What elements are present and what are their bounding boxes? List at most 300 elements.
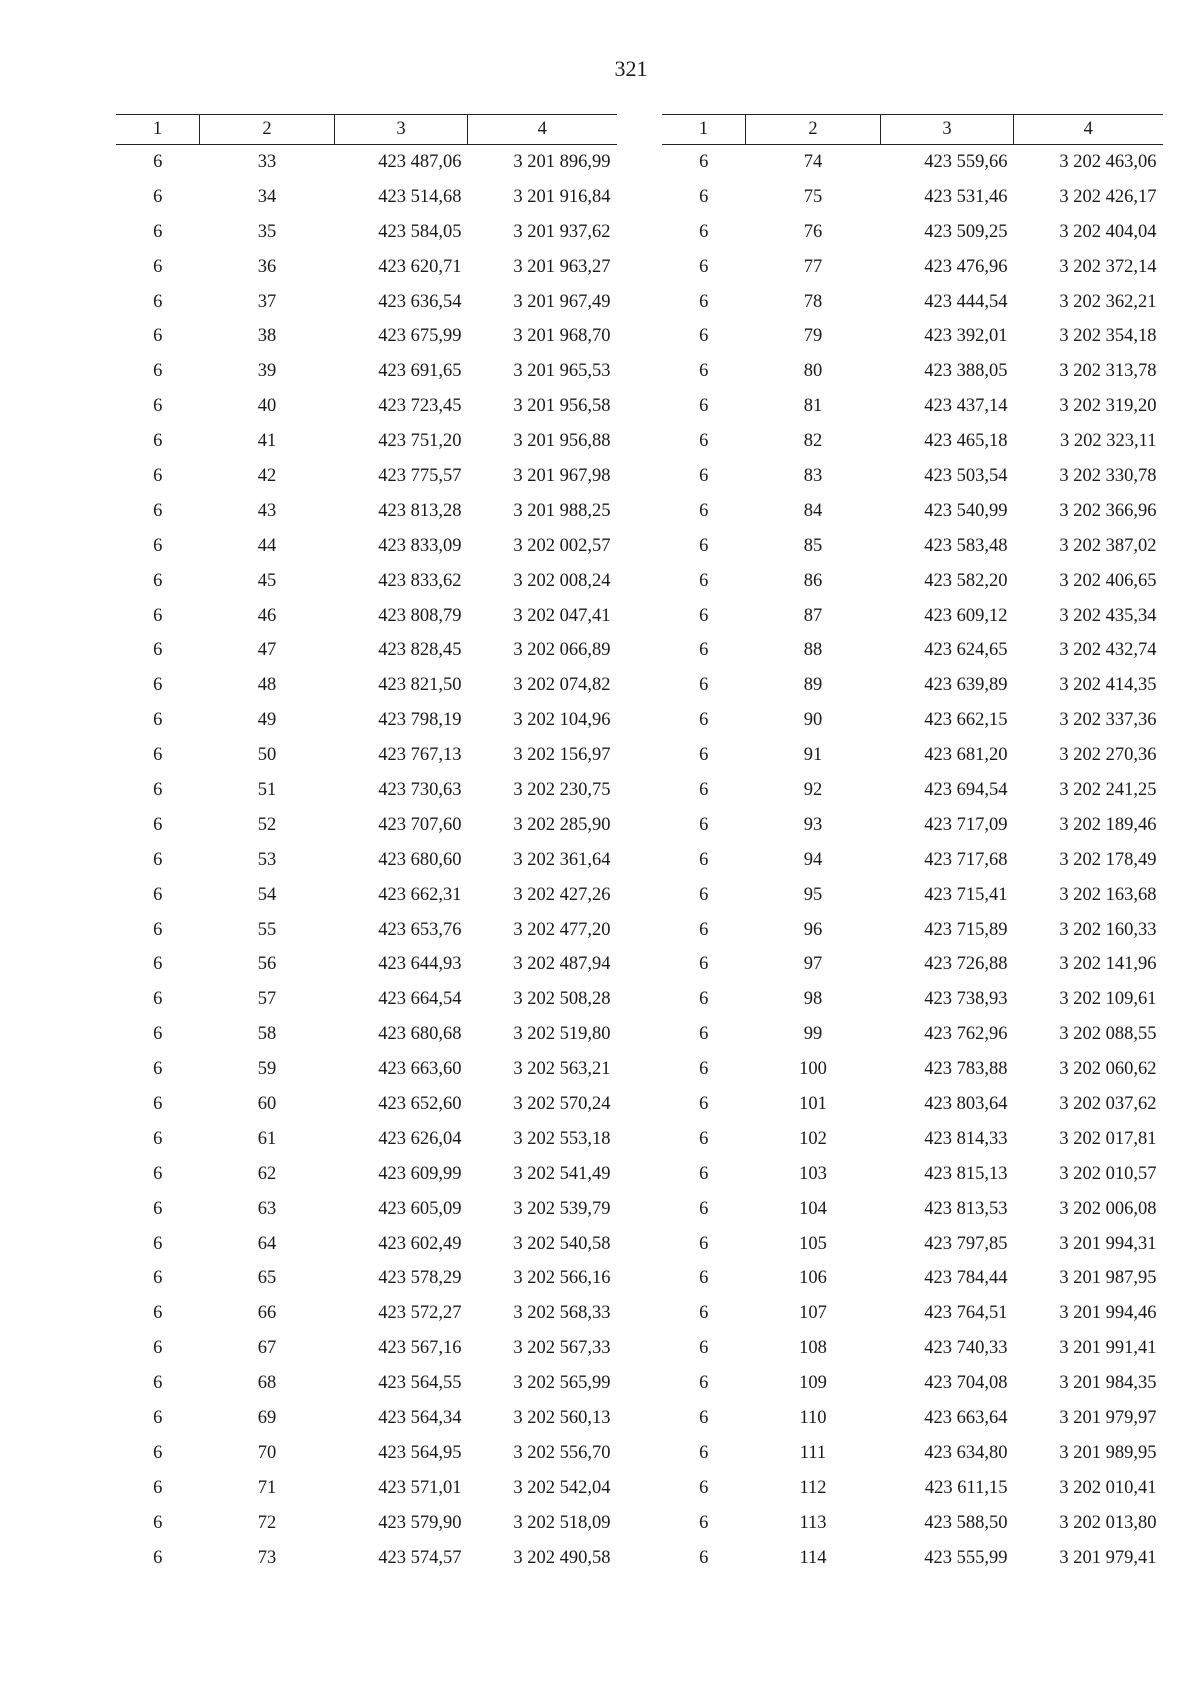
cell-point-number: 41 — [257, 431, 277, 452]
cell-section: 6 — [699, 1303, 709, 1324]
cell-coordinate-y: 3 202 037,62 — [1059, 1093, 1157, 1114]
cell-section: 6 — [699, 1338, 709, 1359]
cell-coordinate-y: 3 202 432,74 — [1059, 640, 1157, 661]
cell-coordinate-y: 3 202 008,24 — [513, 570, 611, 591]
table-row — [116, 1366, 617, 1401]
table-row — [116, 808, 617, 843]
cell-coordinate-y: 3 202 542,04 — [513, 1477, 611, 1498]
cell-section: 6 — [699, 1512, 709, 1533]
cell-section: 6 — [153, 919, 163, 940]
cell-section: 6 — [699, 465, 709, 486]
cell-coordinate-y: 3 202 156,97 — [513, 745, 611, 766]
cell-coordinate-y: 3 201 979,41 — [1059, 1547, 1157, 1568]
cell-coordinate-x: 423 626,04 — [378, 1128, 462, 1149]
table-row — [662, 1436, 1163, 1471]
cell-section: 6 — [153, 989, 163, 1010]
cell-coordinate-x: 423 503,54 — [924, 465, 1008, 486]
cell-section: 6 — [153, 186, 163, 207]
cell-point-number: 112 — [799, 1477, 827, 1498]
cell-point-number: 91 — [803, 745, 823, 766]
cell-point-number: 113 — [799, 1512, 827, 1533]
cell-point-number: 62 — [257, 1163, 277, 1184]
cell-section: 6 — [153, 361, 163, 382]
cell-coordinate-y: 3 202 570,24 — [513, 1093, 611, 1114]
cell-coordinate-x: 423 531,46 — [924, 186, 1008, 207]
cell-section: 6 — [699, 919, 709, 940]
cell-section: 6 — [153, 605, 163, 626]
cell-coordinate-y: 3 201 991,41 — [1059, 1338, 1157, 1359]
cell-coordinate-x: 423 707,60 — [378, 814, 462, 835]
cell-section: 6 — [699, 1408, 709, 1428]
table-row — [116, 1227, 617, 1262]
cell-section: 6 — [699, 849, 709, 870]
cell-section: 6 — [153, 849, 163, 870]
cell-coordinate-x: 423 784,44 — [924, 1268, 1008, 1289]
cell-coordinate-x: 423 509,25 — [924, 221, 1008, 242]
cell-coordinate-y: 3 202 002,57 — [513, 535, 611, 556]
cell-point-number: 111 — [799, 1442, 827, 1463]
cell-point-number: 60 — [257, 1093, 277, 1114]
table-row — [116, 773, 617, 808]
cell-coordinate-y: 3 202 487,94 — [513, 954, 611, 975]
table-row — [116, 564, 617, 599]
cell-section: 6 — [699, 326, 709, 347]
cell-coordinate-y: 3 202 566,16 — [513, 1268, 611, 1289]
table-row — [662, 1262, 1163, 1297]
cell-point-number: 66 — [257, 1303, 277, 1324]
table-row — [116, 1192, 617, 1227]
cell-coordinate-x: 423 662,15 — [924, 710, 1008, 731]
cell-coordinate-x: 423 814,33 — [924, 1128, 1008, 1149]
cell-coordinate-y: 3 201 979,97 — [1059, 1408, 1157, 1428]
cell-point-number: 92 — [803, 779, 823, 800]
cell-coordinate-y: 3 202 313,78 — [1059, 361, 1157, 382]
cell-section: 6 — [699, 1163, 709, 1184]
cell-coordinate-y: 3 201 967,49 — [513, 291, 611, 312]
cell-coordinate-y: 3 201 984,35 — [1059, 1373, 1157, 1394]
table-row — [662, 1017, 1163, 1052]
cell-coordinate-x: 423 775,57 — [378, 465, 462, 486]
column-header-2: 2 — [746, 115, 881, 145]
cell-section: 6 — [153, 1477, 163, 1498]
table-row — [116, 180, 617, 215]
cell-section: 6 — [153, 1408, 163, 1428]
cell-point-number: 108 — [799, 1338, 827, 1359]
cell-coordinate-x: 423 717,68 — [924, 849, 1008, 870]
cell-coordinate-x: 423 821,50 — [378, 675, 462, 696]
cell-point-number: 80 — [803, 361, 823, 382]
cell-coordinate-y: 3 202 178,49 — [1059, 849, 1157, 870]
table-row — [116, 599, 617, 634]
table-row — [662, 599, 1163, 634]
cell-point-number: 55 — [257, 919, 277, 940]
table-row — [662, 878, 1163, 913]
cell-point-number: 83 — [803, 465, 823, 486]
table-row — [116, 1262, 617, 1297]
cell-point-number: 38 — [257, 326, 277, 347]
cell-coordinate-y: 3 201 937,62 — [513, 221, 611, 242]
table-row — [662, 773, 1163, 808]
cell-point-number: 65 — [257, 1268, 277, 1289]
table-row — [662, 1052, 1163, 1087]
cell-section: 6 — [153, 745, 163, 766]
cell-section: 6 — [699, 1024, 709, 1045]
cell-coordinate-y: 3 202 387,02 — [1059, 535, 1157, 556]
cell-point-number: 97 — [803, 954, 823, 975]
cell-coordinate-x: 423 740,33 — [924, 1338, 1008, 1359]
table-row — [662, 564, 1163, 599]
cell-coordinate-y: 3 202 426,17 — [1059, 186, 1157, 207]
cell-point-number: 89 — [803, 675, 823, 696]
cell-coordinate-x: 423 762,96 — [924, 1024, 1008, 1045]
cell-coordinate-y: 3 202 337,36 — [1059, 710, 1157, 731]
cell-point-number: 76 — [803, 221, 823, 242]
table-row — [662, 982, 1163, 1017]
cell-coordinate-x: 423 662,31 — [378, 884, 462, 905]
column-header-1: 1 — [662, 115, 746, 145]
cell-point-number: 99 — [803, 1024, 823, 1045]
table-row — [116, 633, 617, 668]
cell-point-number: 98 — [803, 989, 823, 1010]
table-row — [116, 1017, 617, 1052]
cell-point-number: 114 — [799, 1547, 827, 1568]
table-row — [116, 1331, 617, 1366]
table-row — [116, 389, 617, 424]
cell-section: 6 — [699, 396, 709, 417]
cell-coordinate-y: 3 202 104,96 — [513, 710, 611, 731]
cell-section: 6 — [153, 221, 163, 242]
cell-section: 6 — [153, 1303, 163, 1324]
cell-section: 6 — [699, 745, 709, 766]
column-header-4: 4 — [468, 115, 617, 145]
table-row — [662, 1506, 1163, 1541]
cell-section: 6 — [699, 1198, 709, 1219]
cell-point-number: 39 — [257, 361, 277, 382]
cell-coordinate-x: 423 583,48 — [924, 535, 1008, 556]
cell-point-number: 44 — [257, 535, 277, 556]
cell-section: 6 — [699, 431, 709, 452]
cell-coordinate-x: 423 726,88 — [924, 954, 1008, 975]
cell-coordinate-y: 3 202 006,08 — [1059, 1198, 1157, 1219]
cell-point-number: 40 — [257, 396, 277, 417]
cell-coordinate-y: 3 202 477,20 — [513, 919, 611, 940]
cell-section: 6 — [153, 326, 163, 347]
cell-coordinate-y: 3 202 406,65 — [1059, 570, 1157, 591]
cell-coordinate-x: 423 564,34 — [378, 1408, 462, 1428]
table-row — [116, 459, 617, 494]
cell-point-number: 106 — [799, 1268, 827, 1289]
table-row — [116, 1401, 617, 1436]
cell-point-number: 82 — [803, 431, 823, 452]
cell-point-number: 84 — [803, 500, 823, 521]
table-row — [662, 215, 1163, 250]
cell-point-number: 33 — [257, 151, 277, 172]
cell-coordinate-x: 423 574,57 — [378, 1547, 462, 1568]
cell-coordinate-y: 3 201 994,46 — [1059, 1303, 1157, 1324]
cell-point-number: 46 — [257, 605, 277, 626]
table-row — [662, 424, 1163, 459]
cell-coordinate-y: 3 202 319,20 — [1059, 396, 1157, 417]
cell-section: 6 — [699, 640, 709, 661]
cell-point-number: 79 — [803, 326, 823, 347]
cell-point-number: 50 — [257, 745, 277, 766]
table-row — [662, 250, 1163, 285]
cell-section: 6 — [153, 1512, 163, 1533]
table-row — [662, 738, 1163, 773]
table-row — [116, 1506, 617, 1541]
cell-point-number: 37 — [257, 291, 277, 312]
cell-section: 6 — [699, 1477, 709, 1498]
cell-section: 6 — [153, 151, 163, 172]
cell-coordinate-x: 423 634,80 — [924, 1442, 1008, 1463]
cell-coordinate-y: 3 201 988,25 — [513, 500, 611, 521]
table-row — [116, 145, 617, 180]
cell-coordinate-x: 423 764,51 — [924, 1303, 1008, 1324]
cell-point-number: 75 — [803, 186, 823, 207]
table-row — [116, 982, 617, 1017]
cell-section: 6 — [699, 779, 709, 800]
cell-coordinate-x: 423 476,96 — [924, 256, 1008, 277]
cell-coordinate-y: 3 202 414,35 — [1059, 675, 1157, 696]
table-row — [662, 459, 1163, 494]
cell-point-number: 35 — [257, 221, 277, 242]
cell-coordinate-x: 423 691,65 — [378, 361, 462, 382]
cell-section: 6 — [153, 1268, 163, 1289]
table-row — [662, 1192, 1163, 1227]
cell-coordinate-x: 423 833,09 — [378, 535, 462, 556]
cell-point-number: 70 — [257, 1442, 277, 1463]
cell-coordinate-x: 423 392,01 — [924, 326, 1008, 347]
cell-section: 6 — [153, 431, 163, 452]
cell-coordinate-y: 3 202 230,75 — [513, 779, 611, 800]
table-row — [116, 285, 617, 320]
cell-section: 6 — [699, 1093, 709, 1114]
cell-section: 6 — [699, 1059, 709, 1080]
cell-section: 6 — [153, 954, 163, 975]
table-row — [116, 1296, 617, 1331]
cell-coordinate-x: 423 833,62 — [378, 570, 462, 591]
cell-point-number: 68 — [257, 1373, 277, 1394]
table-row — [662, 529, 1163, 564]
cell-coordinate-y: 3 201 965,53 — [513, 361, 611, 382]
column-header-3: 3 — [335, 115, 468, 145]
table-row — [662, 1157, 1163, 1192]
cell-section: 6 — [153, 291, 163, 312]
cell-coordinate-x: 423 813,28 — [378, 500, 462, 521]
cell-coordinate-x: 423 540,99 — [924, 500, 1008, 521]
header-row — [662, 115, 1163, 145]
column-header-2: 2 — [200, 115, 335, 145]
cell-coordinate-y: 3 202 541,49 — [513, 1163, 611, 1184]
cell-coordinate-x: 423 609,99 — [378, 1163, 462, 1184]
cell-coordinate-y: 3 202 109,61 — [1059, 989, 1157, 1010]
cell-point-number: 101 — [799, 1093, 827, 1114]
cell-point-number: 74 — [803, 151, 823, 172]
cell-coordinate-y: 3 202 490,58 — [513, 1547, 611, 1568]
table-body-right — [662, 145, 1163, 1576]
cell-coordinate-x: 423 605,09 — [378, 1198, 462, 1219]
cell-section: 6 — [699, 954, 709, 975]
cell-coordinate-y: 3 202 427,26 — [513, 884, 611, 905]
cell-point-number: 58 — [257, 1024, 277, 1045]
cell-coordinate-x: 423 715,89 — [924, 919, 1008, 940]
cell-point-number: 67 — [257, 1338, 277, 1359]
table-row — [116, 947, 617, 982]
cell-coordinate-x: 423 636,54 — [378, 291, 462, 312]
cell-coordinate-x: 423 680,60 — [378, 849, 462, 870]
cell-coordinate-x: 423 588,50 — [924, 1512, 1008, 1533]
table-row — [662, 913, 1163, 948]
cell-coordinate-y: 3 202 010,57 — [1059, 1163, 1157, 1184]
cell-section: 6 — [153, 465, 163, 486]
cell-coordinate-x: 423 571,01 — [378, 1477, 462, 1498]
column-header-1: 1 — [116, 115, 200, 145]
cell-section: 6 — [153, 884, 163, 905]
cell-coordinate-x: 423 514,68 — [378, 186, 462, 207]
cell-coordinate-x: 423 487,06 — [378, 151, 462, 172]
table-row — [116, 843, 617, 878]
cell-coordinate-y: 3 201 956,88 — [513, 431, 611, 452]
cell-section: 6 — [153, 570, 163, 591]
cell-section: 6 — [699, 291, 709, 312]
cell-section: 6 — [153, 1373, 163, 1394]
cell-coordinate-y: 3 202 518,09 — [513, 1512, 611, 1533]
cell-point-number: 51 — [257, 779, 277, 800]
cell-coordinate-y: 3 202 060,62 — [1059, 1059, 1157, 1080]
cell-point-number: 53 — [257, 849, 277, 870]
cell-point-number: 77 — [803, 256, 823, 277]
cell-coordinate-x: 423 652,60 — [378, 1093, 462, 1114]
table-row — [662, 633, 1163, 668]
cell-coordinate-y: 3 202 354,18 — [1059, 326, 1157, 347]
cell-point-number: 42 — [257, 465, 277, 486]
cell-coordinate-y: 3 202 074,82 — [513, 675, 611, 696]
table-row — [116, 878, 617, 913]
cell-point-number: 100 — [799, 1059, 827, 1080]
table-row — [662, 285, 1163, 320]
cell-coordinate-y: 3 202 565,99 — [513, 1373, 611, 1394]
cell-coordinate-y: 3 202 189,46 — [1059, 814, 1157, 835]
cell-point-number: 36 — [257, 256, 277, 277]
cell-coordinate-x: 423 564,95 — [378, 1442, 462, 1463]
cell-section: 6 — [699, 500, 709, 521]
cell-section: 6 — [699, 151, 709, 172]
cell-section: 6 — [699, 1442, 709, 1463]
cell-point-number: 52 — [257, 814, 277, 835]
table-row — [662, 703, 1163, 738]
cell-point-number: 48 — [257, 675, 277, 696]
cell-coordinate-x: 423 680,68 — [378, 1024, 462, 1045]
cell-point-number: 86 — [803, 570, 823, 591]
cell-coordinate-y: 3 201 963,27 — [513, 256, 611, 277]
cell-point-number: 93 — [803, 814, 823, 835]
cell-point-number: 94 — [803, 849, 823, 870]
cell-point-number: 61 — [257, 1128, 277, 1149]
cell-coordinate-y: 3 202 508,28 — [513, 989, 611, 1010]
cell-coordinate-x: 423 653,76 — [378, 919, 462, 940]
table-row — [116, 738, 617, 773]
cell-coordinate-y: 3 201 956,58 — [513, 396, 611, 417]
cell-point-number: 87 — [803, 605, 823, 626]
cell-point-number: 72 — [257, 1512, 277, 1533]
cell-coordinate-y: 3 202 241,25 — [1059, 779, 1157, 800]
cell-section: 6 — [153, 779, 163, 800]
table-row — [116, 250, 617, 285]
table-row — [116, 529, 617, 564]
cell-coordinate-x: 423 730,63 — [378, 779, 462, 800]
cell-coordinate-x: 423 644,93 — [378, 954, 462, 975]
cell-point-number: 90 — [803, 710, 823, 731]
cell-coordinate-x: 423 738,93 — [924, 989, 1008, 1010]
cell-section: 6 — [699, 570, 709, 591]
cell-coordinate-x: 423 624,65 — [924, 640, 1008, 661]
table-row — [662, 180, 1163, 215]
cell-coordinate-y: 3 202 556,70 — [513, 1442, 611, 1463]
cell-coordinate-y: 3 201 989,95 — [1059, 1442, 1157, 1463]
cell-section: 6 — [153, 814, 163, 835]
cell-section: 6 — [699, 186, 709, 207]
cell-coordinate-y: 3 202 013,80 — [1059, 1512, 1157, 1533]
cell-coordinate-x: 423 555,99 — [924, 1547, 1008, 1568]
cell-section: 6 — [699, 221, 709, 242]
cell-coordinate-y: 3 202 066,89 — [513, 640, 611, 661]
table-row — [662, 319, 1163, 354]
cell-coordinate-x: 423 437,14 — [924, 396, 1008, 417]
cell-point-number: 78 — [803, 291, 823, 312]
table-row — [662, 1296, 1163, 1331]
cell-point-number: 59 — [257, 1059, 277, 1080]
table-row — [116, 424, 617, 459]
cell-coordinate-x: 423 602,49 — [378, 1233, 462, 1254]
table-row — [662, 1471, 1163, 1506]
cell-section: 6 — [153, 640, 163, 661]
cell-section: 6 — [153, 396, 163, 417]
table-row — [116, 1157, 617, 1192]
cell-coordinate-x: 423 815,13 — [924, 1163, 1008, 1184]
cell-section: 6 — [699, 1268, 709, 1289]
cell-section: 6 — [699, 1547, 709, 1568]
table-row — [116, 1436, 617, 1471]
cell-coordinate-x: 423 798,19 — [378, 710, 462, 731]
cell-coordinate-y: 3 201 987,95 — [1059, 1268, 1157, 1289]
cell-section: 6 — [153, 535, 163, 556]
cell-point-number: 109 — [799, 1373, 827, 1394]
table-row — [662, 1331, 1163, 1366]
cell-section: 6 — [153, 1163, 163, 1184]
cell-coordinate-x: 423 611,15 — [924, 1477, 1008, 1498]
cell-coordinate-x: 423 444,54 — [924, 291, 1008, 312]
cell-point-number: 105 — [799, 1233, 827, 1254]
cell-point-number: 102 — [799, 1128, 827, 1149]
table-row — [662, 354, 1163, 389]
cell-coordinate-x: 423 559,66 — [924, 151, 1008, 172]
cell-coordinate-y: 3 202 539,79 — [513, 1198, 611, 1219]
cell-coordinate-x: 423 663,64 — [924, 1408, 1008, 1428]
table-row — [662, 145, 1163, 180]
cell-coordinate-y: 3 202 010,41 — [1059, 1477, 1157, 1498]
cell-coordinate-x: 423 751,20 — [378, 431, 462, 452]
table-row — [662, 668, 1163, 703]
cell-point-number: 56 — [257, 954, 277, 975]
cell-point-number: 54 — [257, 884, 277, 905]
cell-section: 6 — [153, 1233, 163, 1254]
cell-coordinate-y: 3 202 435,34 — [1059, 605, 1157, 626]
cell-coordinate-x: 423 620,71 — [378, 256, 462, 277]
cell-coordinate-y: 3 201 896,99 — [513, 151, 611, 172]
coordinates-table-left — [116, 114, 617, 1576]
table-row — [116, 1087, 617, 1122]
cell-coordinate-x: 423 388,05 — [924, 361, 1008, 382]
